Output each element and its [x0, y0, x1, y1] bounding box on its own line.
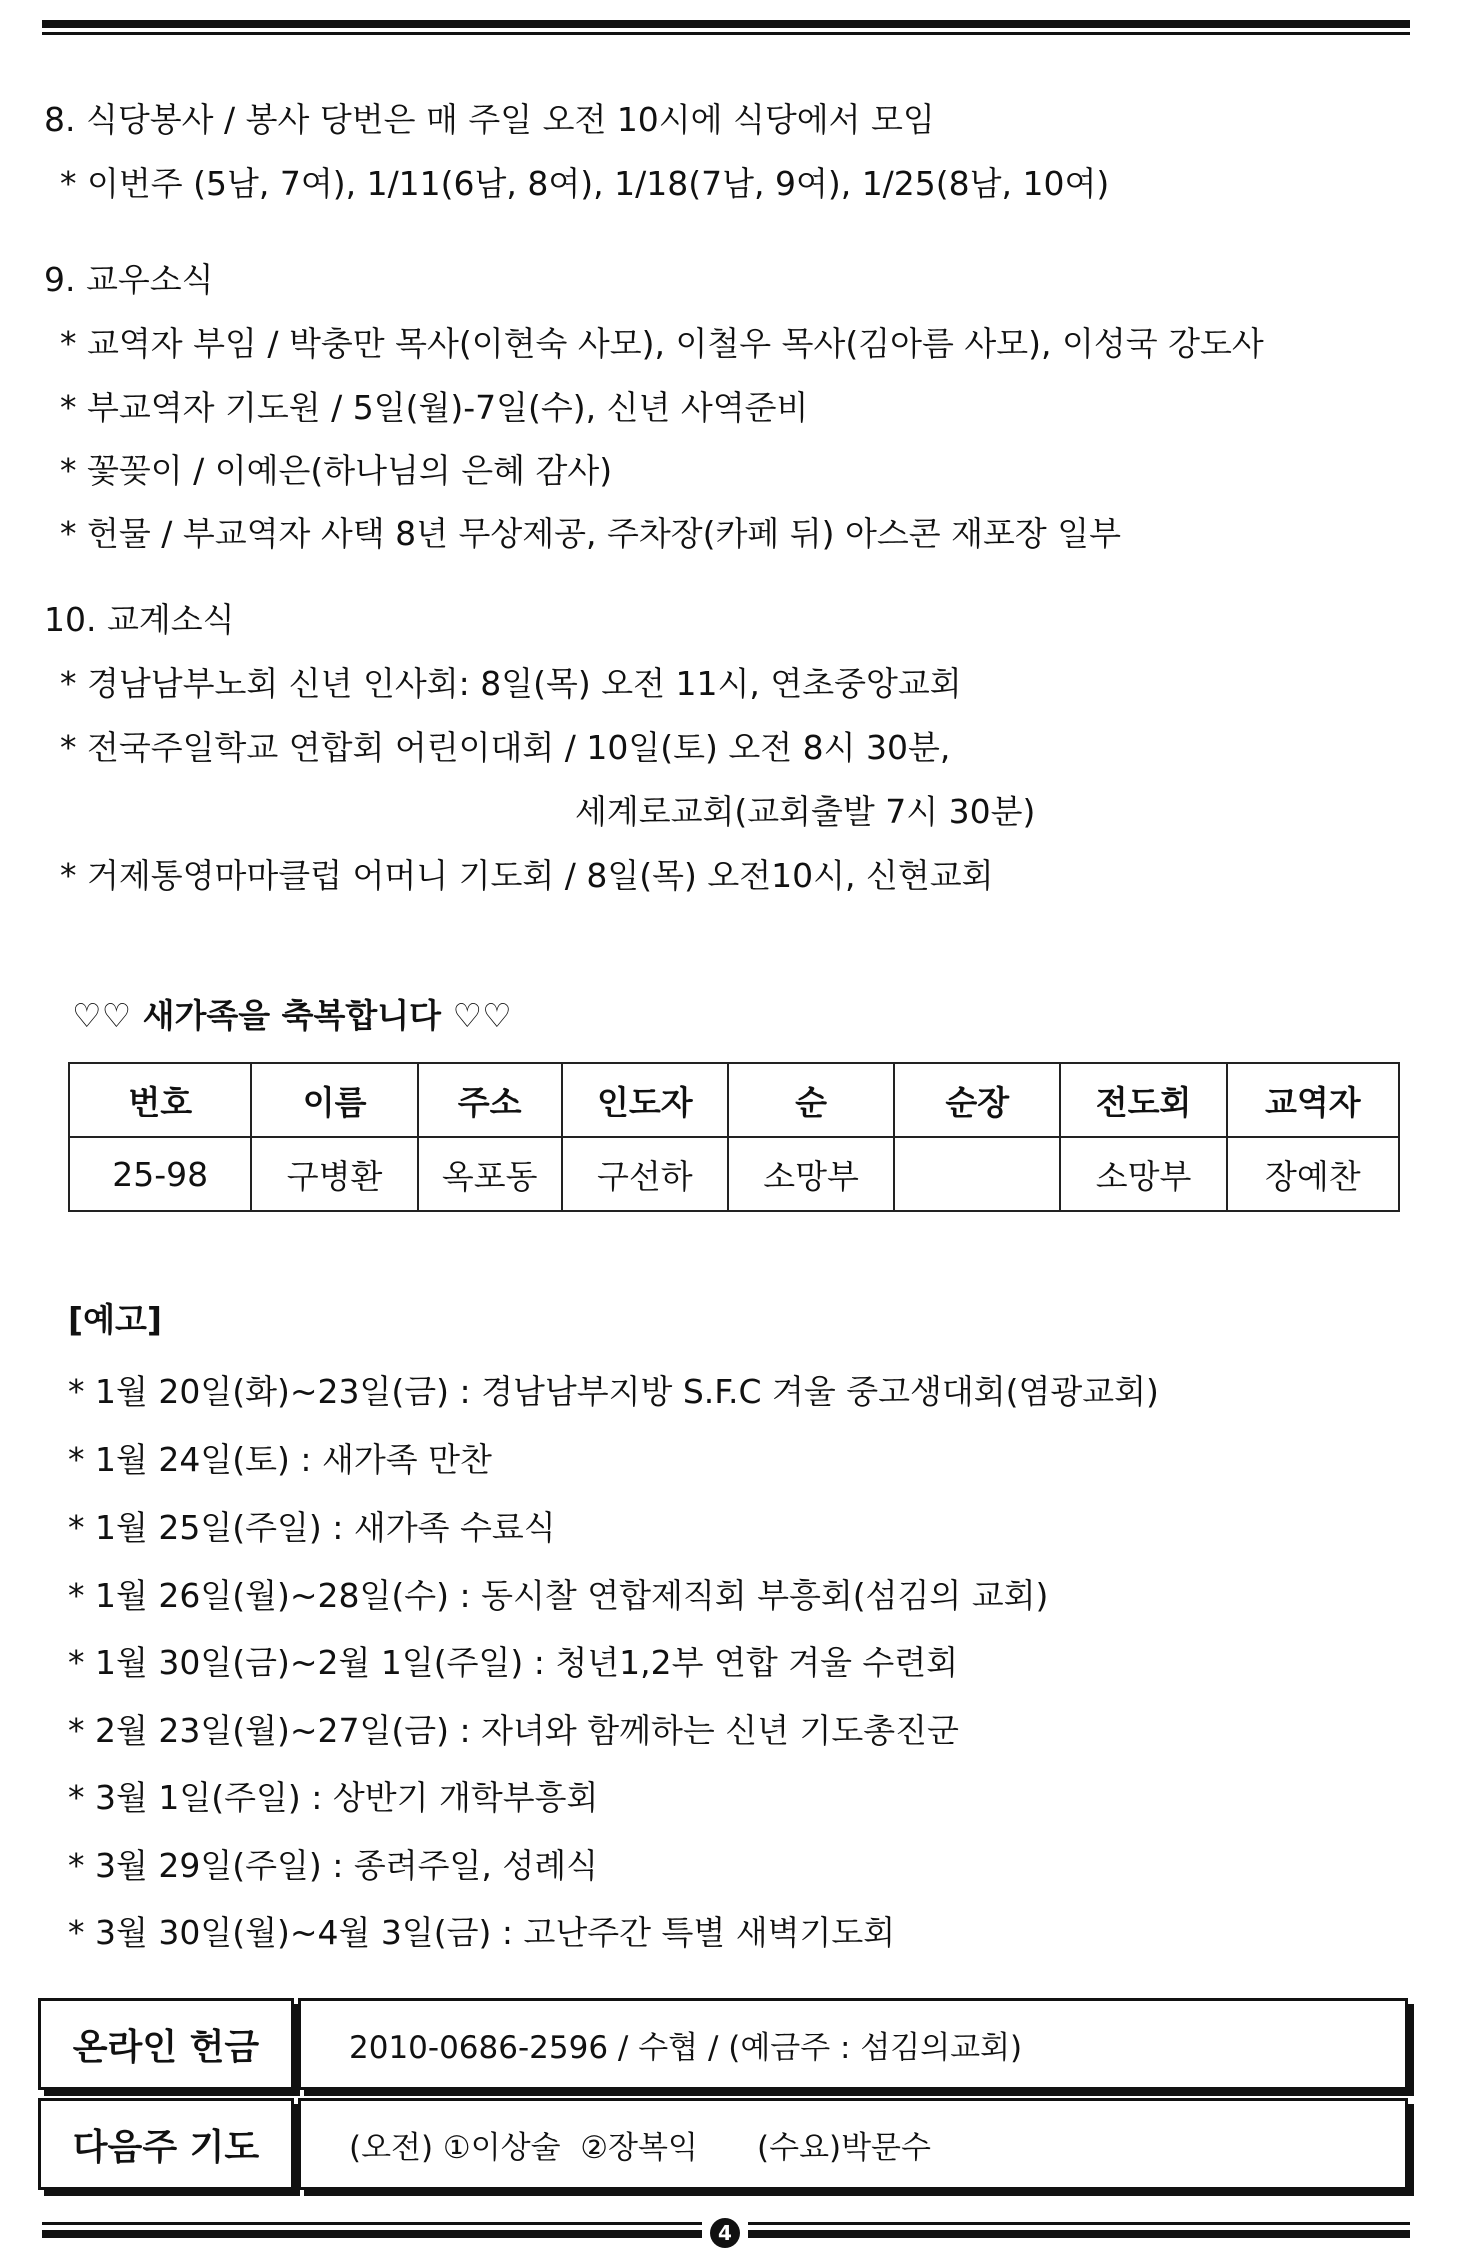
table-cell: 구병환 [251, 1137, 417, 1211]
notice-item: * 1월 24일(토) : 새가족 만찬 [68, 1440, 492, 1479]
bottom-rule-left-thin [42, 2222, 702, 2225]
offering-label: 온라인 헌금 [72, 2026, 260, 2068]
offering-content: 2010-0686-2596 / 수협 / (예금주 : 섬김의교회) [349, 2029, 1023, 2066]
section8-heading: 8. 식당봉사 / 봉사 당번은 매 주일 오전 10시에 식당에서 모임 [44, 100, 935, 139]
notice-item: * 1월 25일(주일) : 새가족 수료식 [68, 1508, 556, 1547]
table-cell: 소망부 [1060, 1137, 1226, 1211]
newfamily-title: ♡♡ 새가족을 축복합니다 ♡♡ [72, 996, 512, 1035]
section9-item: * 부교역자 기도원 / 5일(월)-7일(수), 신년 사역준비 [60, 388, 809, 427]
table-cell: 구선하 [562, 1137, 728, 1211]
notice-item: * 3월 29일(주일) : 종려주일, 성례식 [68, 1846, 598, 1885]
bottom-rule-left-thick [42, 2230, 702, 2238]
col-header: 인도자 [562, 1063, 728, 1137]
offering-label-box [38, 1998, 294, 2090]
col-header: 이름 [251, 1063, 417, 1137]
section10-heading: 10. 교계소식 [44, 600, 235, 639]
bottom-rule-right-thin [748, 2222, 1410, 2225]
table-cell: 옥포동 [418, 1137, 562, 1211]
notice-item: * 1월 30일(금)~2월 1일(주일) : 청년1,2부 연합 겨울 수련회 [68, 1643, 959, 1682]
prayer-label: 다음주 기도 [72, 2126, 260, 2168]
col-header: 순장 [894, 1063, 1060, 1137]
notice-item: * 2월 23일(월)~27일(금) : 자녀와 함께하는 신년 기도총진군 [68, 1711, 959, 1750]
section9-heading: 9. 교우소식 [44, 260, 214, 299]
notice-item: * 3월 1일(주일) : 상반기 개학부흥회 [68, 1778, 599, 1817]
section9-item: * 헌물 / 부교역자 사택 8년 무상제공, 주차장(카페 뒤) 아스콘 재포장 일부 [60, 514, 1121, 553]
notice-item: * 1월 20일(화)~23일(금) : 경남남부지방 S.F.C 겨울 중고생대회(염광교회) [68, 1372, 1159, 1411]
prayer-content-box [298, 2098, 1408, 2190]
section10-item: * 거제통영마마클럽 어머니 기도회 / 8일(목) 오전10시, 신현교회 [60, 856, 994, 895]
table-cell: 25-98 [69, 1137, 251, 1211]
notice-item: * 3월 30일(월)~4월 3일(금) : 고난주간 특별 새벽기도회 [68, 1913, 896, 1952]
section8-item: * 이번주 (5남, 7여), 1/11(6남, 8여), 1/18(7남, 9여), 1/25(8남, 10여) [60, 164, 1110, 203]
prayer-content: (오전) ①이상술 ②장복익 (수요)박문수 [349, 2129, 931, 2166]
top-rule-thin [42, 32, 1410, 35]
top-rule-thick [42, 20, 1410, 28]
page-number: 4 [710, 2218, 740, 2248]
col-header: 교역자 [1227, 1063, 1399, 1137]
offering-content-box [298, 1998, 1408, 2090]
table-header-row [69, 1063, 1399, 1137]
table-cell [894, 1137, 1060, 1211]
newfamily-table [68, 1062, 1400, 1212]
bottom-rule-right-thick [748, 2230, 1410, 2238]
section10-item-continuation: 세계로교회(교회출발 7시 30분) [575, 792, 1036, 831]
col-header: 순 [728, 1063, 894, 1137]
section10-item: * 전국주일학교 연합회 어린이대회 / 10일(토) 오전 8시 30분, [60, 728, 951, 767]
section10-item: * 경남남부노회 신년 인사회: 8일(목) 오전 11시, 연초중앙교회 [60, 664, 962, 703]
table-row [69, 1137, 1399, 1211]
table-cell: 장예찬 [1227, 1137, 1399, 1211]
notice-item: * 1월 26일(월)~28일(수) : 동시찰 연합제직회 부흥회(섬김의 교회) [68, 1576, 1049, 1615]
section9-item: * 꽃꽂이 / 이예은(하나님의 은혜 감사) [60, 451, 613, 490]
col-header: 전도회 [1060, 1063, 1226, 1137]
notice-title: [예고] [68, 1300, 162, 1339]
prayer-label-box [38, 2098, 294, 2190]
section9-item: * 교역자 부임 / 박충만 목사(이현숙 사모), 이철우 목사(김아름 사모), 이성국 강도사 [60, 324, 1264, 363]
table-cell: 소망부 [728, 1137, 894, 1211]
col-header: 번호 [69, 1063, 251, 1137]
col-header: 주소 [418, 1063, 562, 1137]
